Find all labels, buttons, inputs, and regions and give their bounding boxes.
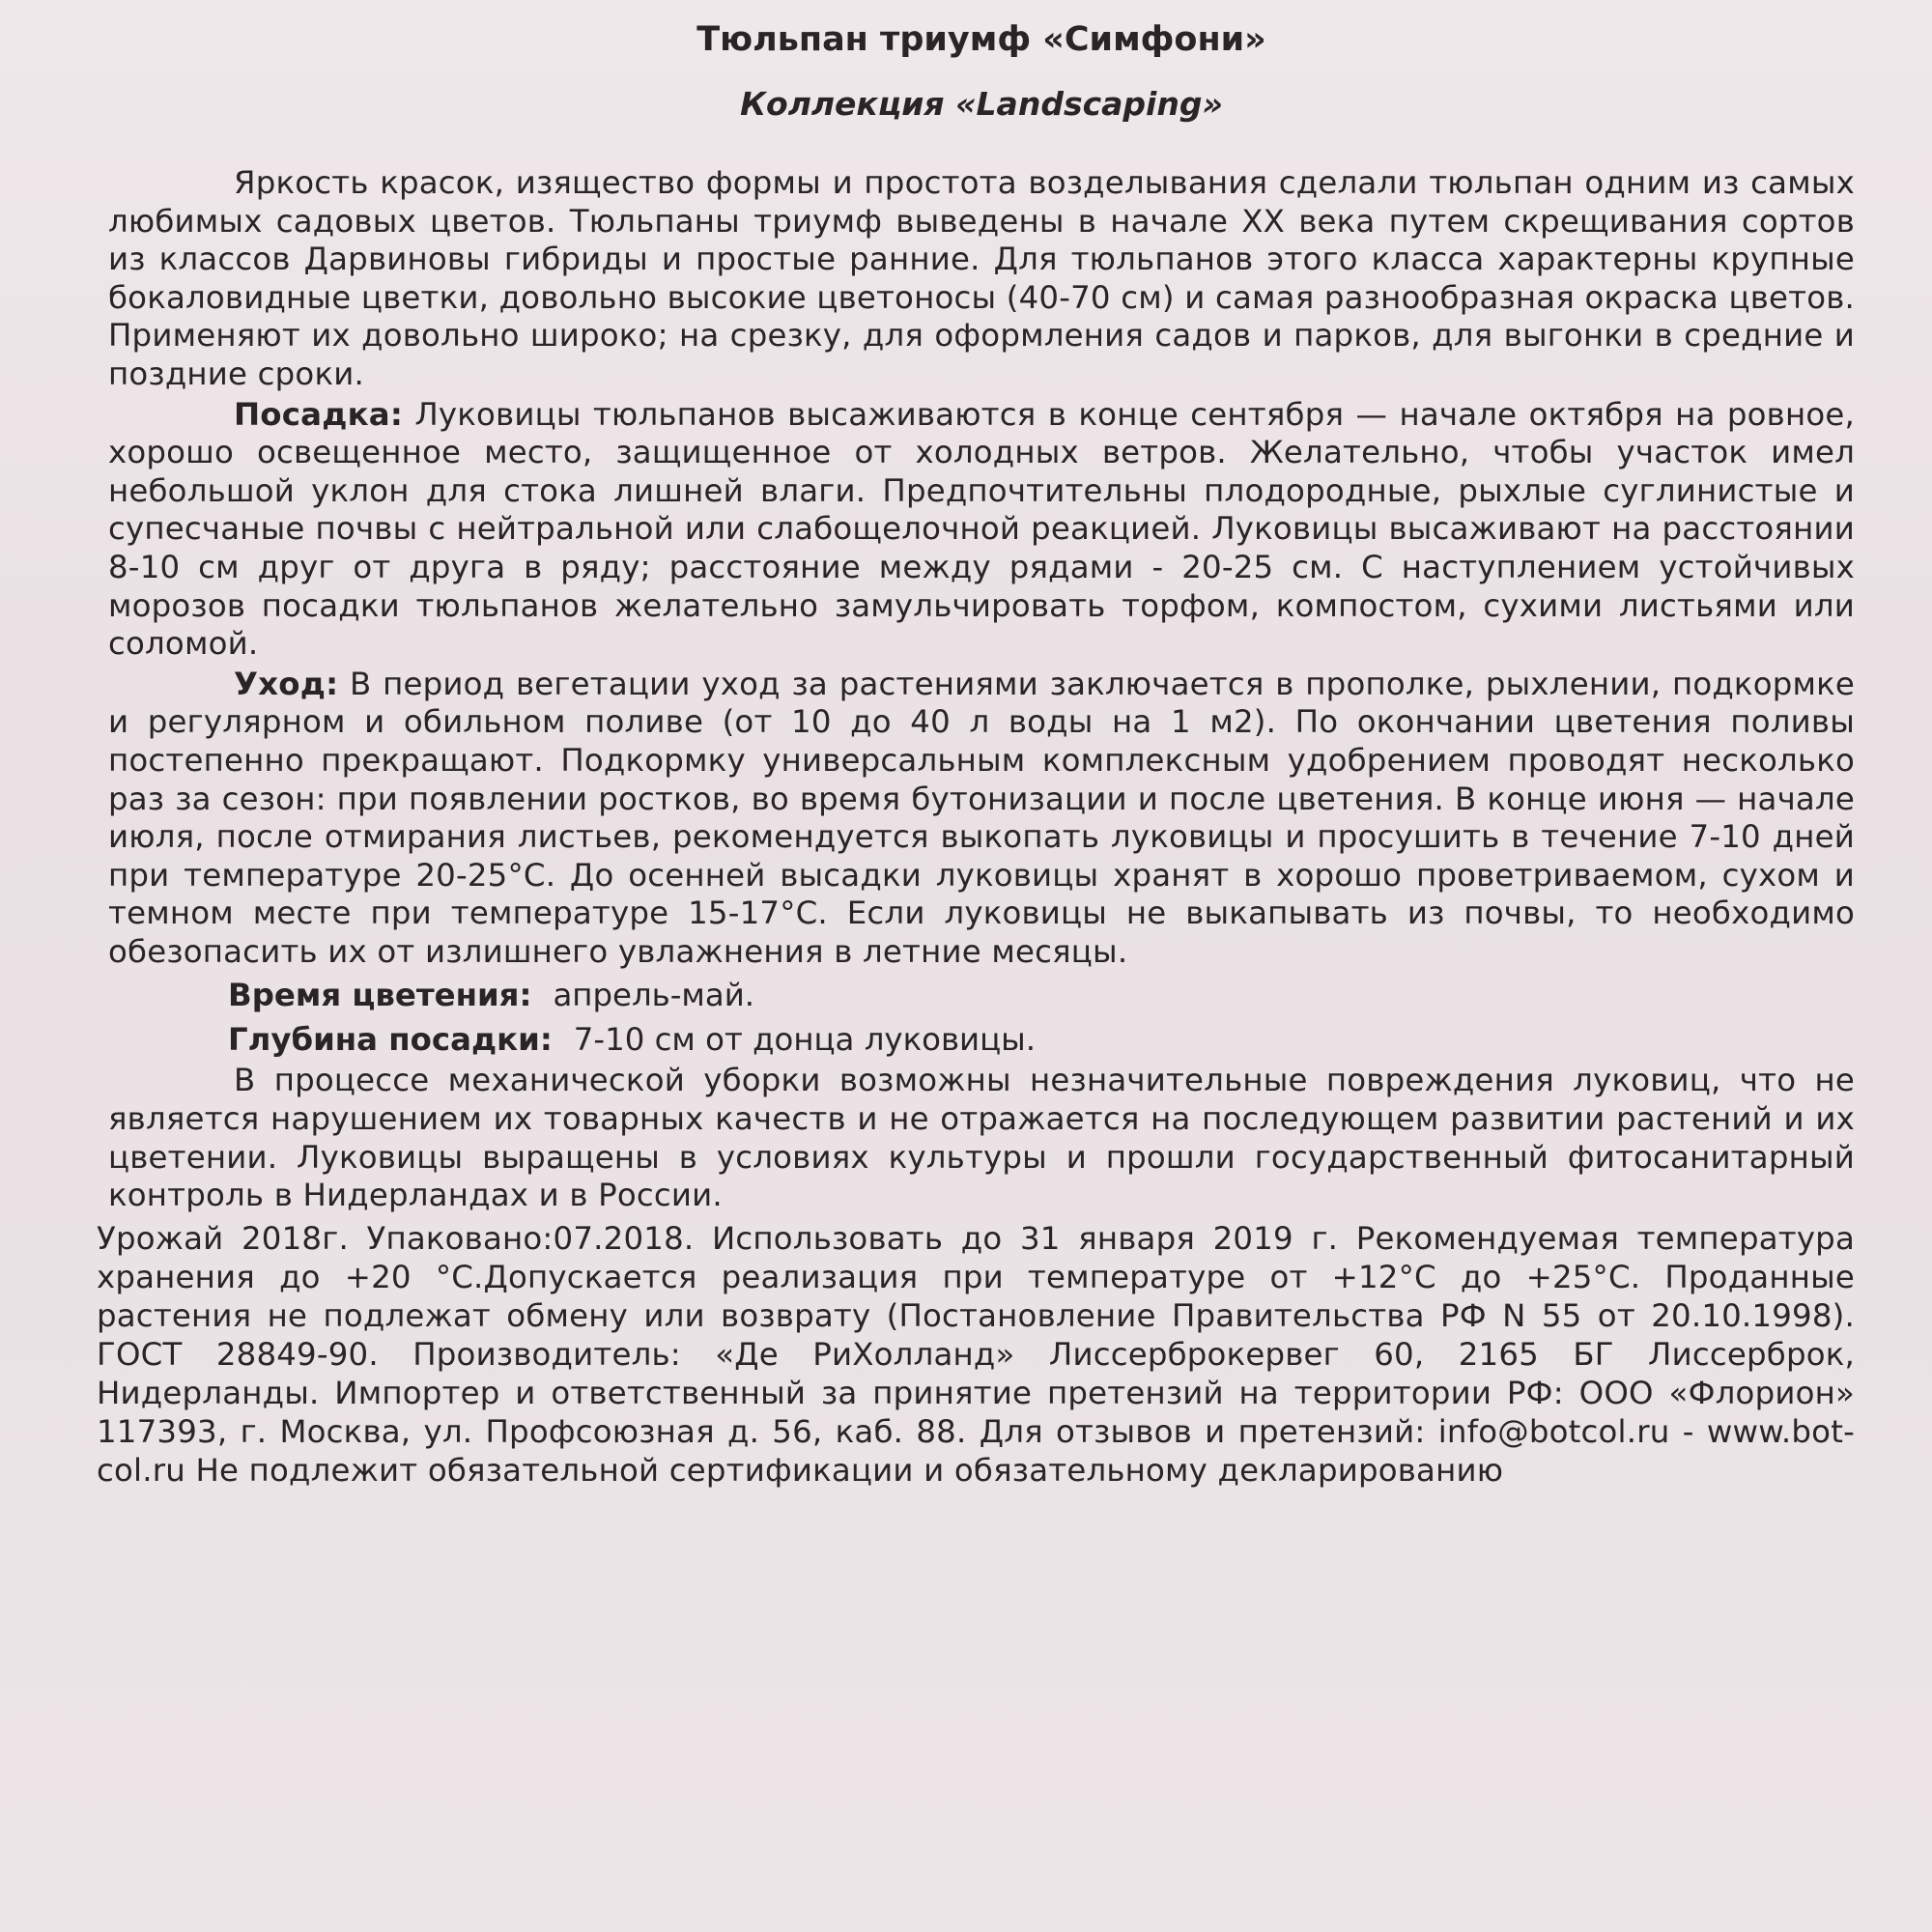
bloom-time-label: Время цветения: <box>228 977 532 1014</box>
planting-depth-value: 7-10 см от донца луковицы. <box>573 1021 1037 1059</box>
footer-legal-text: Урожай 2018г. Упаковано:07.2018. Использовать до 31 января 2019 г. Рекомендуемая температура хранения до +20 °С.Допускается реализация при температуре от +12°С до +25°С. Проданные растения не подлежат обмену или возврату (Постановление Правительства РФ N 55 от 20.10.1998). ГОСТ 28849-90. Производитель: «Де РиХолланд» Лиссерброкервег 60, 2165 БГ Лиссерброк, Нидерланды. Импортер и ответственный за принятие претензий на территории РФ: ООО «Флорион» 117393, г. Москва, ул. Профсоюзная д. 56, каб. 88. Для отзывов и претензий: info@botcol.ru - www.bot-col.ru Не подлежит обязательной сертификации и обязательному декларированию <box>97 1219 1855 1489</box>
bloom-time-value: апрель-май. <box>553 977 755 1014</box>
care-paragraph <box>108 666 1855 972</box>
planting-paragraph <box>108 396 1855 664</box>
care-label: Уход: <box>234 665 339 702</box>
bloom-time-row <box>108 973 1855 1017</box>
product-title: Тюльпан триумф «Симфони» <box>696 20 1266 59</box>
planting-depth-row <box>108 1017 1855 1062</box>
intro-paragraph: Яркость красок, изящество формы и простота возделывания сделали тюльпан одним из самых любимых садовых цветов. Тюльпаны триумф выведены в начале XX века путем скрещивания сортов из классов Дарвиновы гибриды и простые ранние. Для тюльпанов этого класса характерны крупные бокаловидные цветки, довольно высокие цветоносы (40-70 см) и самая разнообразная окраска цветов. Применяют их довольно широко; на срезку, для оформления садов и парков, для выгонки в средние и поздние сроки. <box>108 164 1855 392</box>
planting-text: Луковицы тюльпанов высаживаются в конце сентября — начале октября на ровное, хорошо освещенное место, защищенное от холодных ветров. Желательно, чтобы участок имел небольшой уклон для стока лишней влаги. Предпочтительны плодородные, рыхлые суглинистые и супесчаные почвы с нейтральной или слабощелочной реакцией. Луковицы высаживают на расстоянии 8-10 см друг от друга в ряду; расстояние между рядами - 20-25 см. С наступлением устойчивых морозов посадки тюльпанов желательно замульчировать торфом, компостом, сухими листьями или соломой. <box>108 395 1855 663</box>
planting-depth-label: Глубина посадки: <box>228 1021 553 1059</box>
notice-paragraph: В процессе механической уборки возможны незначительные повреждения луковиц, что не является нарушением их товарных качеств и не отражается на последующем развитии растений и их цветении. Луковицы выращены в условиях культуры и прошли государственный фитосанитарный контроль в Нидерландах и в России. <box>108 1062 1855 1214</box>
care-text: В период вегетации уход за растениями заключается в прополке, рыхлении, подкормке и регулярном и обильном поливе (от 10 до 40 л воды на 1 м2). По окончании цветения поливы постепенно прекращают. Подкормку универсальным комплексным удобрением проводят несколько раз за сезон: при появлении ростков, во время бутонизации и после цветения. В конце июня — начале июля, после отмирания листьев, рекомендуется выкопать луковицы и просушить в течение 7-10 дней при температуре 20-25°С. До осенней высадки луковицы хранят в хорошо проветриваемом, сухом и темном месте при температуре 15-17°С. Если луковицы не выкапывать из почвы, то необходимо обезопасить их от излишнего увлажнения в летние месяцы. <box>108 665 1855 970</box>
planting-label: Посадка: <box>234 395 403 433</box>
collection-subtitle: Коллекция «Landscaping» <box>740 85 1223 123</box>
